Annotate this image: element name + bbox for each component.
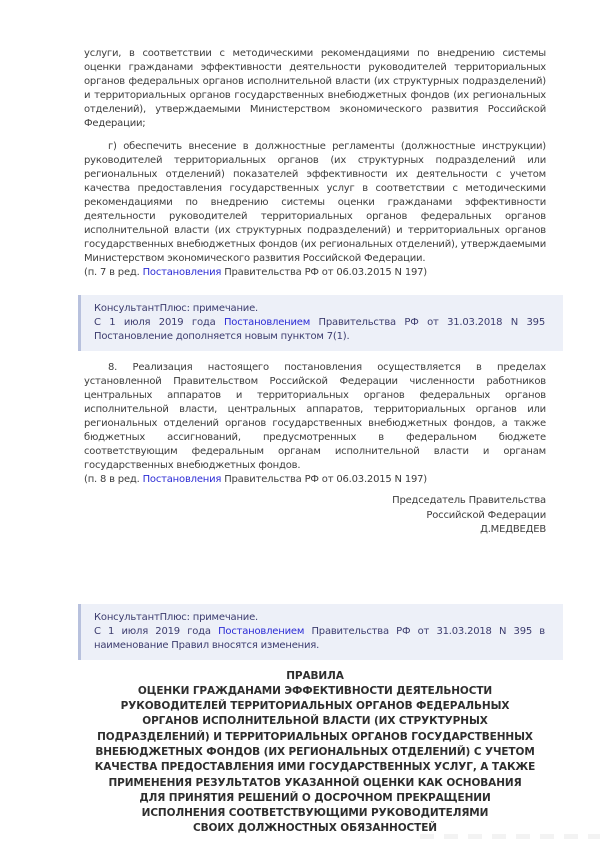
signature-entity: Российской Федерации: [426, 509, 546, 521]
consultant-note-2-title: КонсультантПлюс: примечание.: [94, 611, 259, 623]
paragraph-services: услуги, в соответствии с методическими рекомендациями по внедрению системы оценки гражданами эффективности деятельности руководителей территориальных органов федеральных органов исполнительной власти (их структурных подразделений) и территориальных органов государственных внебюджетных фондов (их региональных отделений), утверждаемыми Министерством экономического развития Российской Федерации;: [84, 48, 546, 129]
consultant-note-2-body: [94, 625, 545, 653]
signature-block: [84, 494, 546, 538]
amendment-p7-suffix: Правительства РФ от 06.03.2015 N 197): [221, 267, 428, 278]
resolution-link-note-2[interactable]: Постановлением: [218, 625, 305, 637]
signature-position: Председатель Правительства: [392, 495, 546, 506]
consultant-note-1: [78, 295, 563, 351]
amendment-p7-prefix: (п. 7 в ред.: [84, 267, 143, 278]
rules-title: ПРАВИЛА ОЦЕНКИ ГРАЖДАНАМИ ЭФФЕКТИВНОСТИ ДЕЯТЕЛЬНОСТИ РУКОВОДИТЕЛЕЙ ТЕРРИТОРИАЛЬНЫХ ОРГАНОВ ФЕДЕРАЛЬНЫХ ОРГАНОВ ИСПОЛНИТЕЛЬНОЙ ВЛАСТИ (ИХ СТРУКТУРНЫХ ПОДРАЗДЕЛЕНИЙ) И ТЕРРИТОРИАЛЬНЫХ ОРГАНОВ ГОСУДАРСТВЕННЫХ ВНЕБЮДЖЕТНЫХ ФОНДОВ (ИХ РЕГИОНАЛЬНЫХ ОТДЕЛЕНИЙ) С УЧЕТОМ КАЧЕСТВА ПРЕДОСТАВЛЕНИЯ ИМИ ГОСУДАРСТВЕННЫХ УСЛУГ, А ТАКЖЕ ПРИМЕНЕНИЯ РЕЗУЛЬТАТОВ УКАЗАННОЙ ОЦЕНКИ КАК ОСНОВАНИЯ ДЛЯ ПРИНЯТИЯ РЕШЕНИЙ О ДОСРОЧНОМ ПРЕКРАЩЕНИИ ИСПОЛНЕНИЯ СООТВЕТСТВУЮЩИМИ РУКОВОДИТЕЛЯМИ СВОИХ ДОЛЖНОСТНЫХ ОБЯЗАННОСТЕЙ: [94, 669, 536, 835]
page-bottom-dashes: [420, 834, 600, 839]
paragraph-g: г) обеспечить внесение в должностные регламенты (должностные инструкции) руководителей территориальных органов (их структурных подразделений или региональных отделений) показателей эффективности их деятельности с учетом качества предоставления государственных услуг в соответствии с методическими рекомендациями по внедрению системы оценки гражданами эффективности деятельности руководителей территориальных органов федеральных органов исполнительной власти (их структурных подразделений) и территориальных органов государственных внебюджетных фондов (их региональных отделений), утверждаемыми Министерством экономического развития Российской Федерации.: [84, 141, 546, 264]
amendment-p8-prefix: (п. 8 в ред.: [84, 474, 143, 485]
note-1-text-before: С 1 июля 2019 года: [94, 317, 224, 328]
note-2-text-after: Правительства РФ от 31.03.2018 N 395 в наименование Правил вносятся изменения.: [94, 625, 545, 651]
resolution-link-p8[interactable]: Постановления: [142, 474, 222, 485]
consultant-note-1-body: [94, 316, 545, 344]
note-1-text-after: Правительства РФ от 31.03.2018 N 395 Постановление дополняется новым пунктом 7(1).: [94, 317, 545, 342]
amendment-note-p7: [84, 266, 546, 280]
amendment-note-p8: [84, 473, 546, 487]
amendment-p8-suffix: Правительства РФ от 06.03.2015 N 197): [221, 474, 428, 485]
note-2-text-before: С 1 июля 2019 года: [94, 625, 219, 637]
consultant-note-1-title: КонсультантПлюс: примечание.: [94, 303, 259, 314]
signature-name: Д.МЕДВЕДЕВ: [480, 524, 546, 535]
paragraph-8: 8. Реализация настоящего постановления осуществляется в пределах установленной Правительством Российской Федерации численности работников центральных аппаратов и территориальных органов федеральных органов исполнительной власти, центральных аппаратов, территориальных органов или региональных отделений органов государственных внебюджетных фондов, а также бюджетных ассигнований, предусмотренных в федеральном бюджете соответствующим федеральным органам исполнительной власти и органам государственных внебюджетных фондов.: [84, 362, 546, 471]
document-content: [84, 47, 546, 837]
resolution-link-p7[interactable]: Постановления: [142, 267, 222, 278]
consultant-note-2: [78, 604, 563, 660]
resolution-link-note-1[interactable]: Постановлением: [223, 317, 311, 328]
